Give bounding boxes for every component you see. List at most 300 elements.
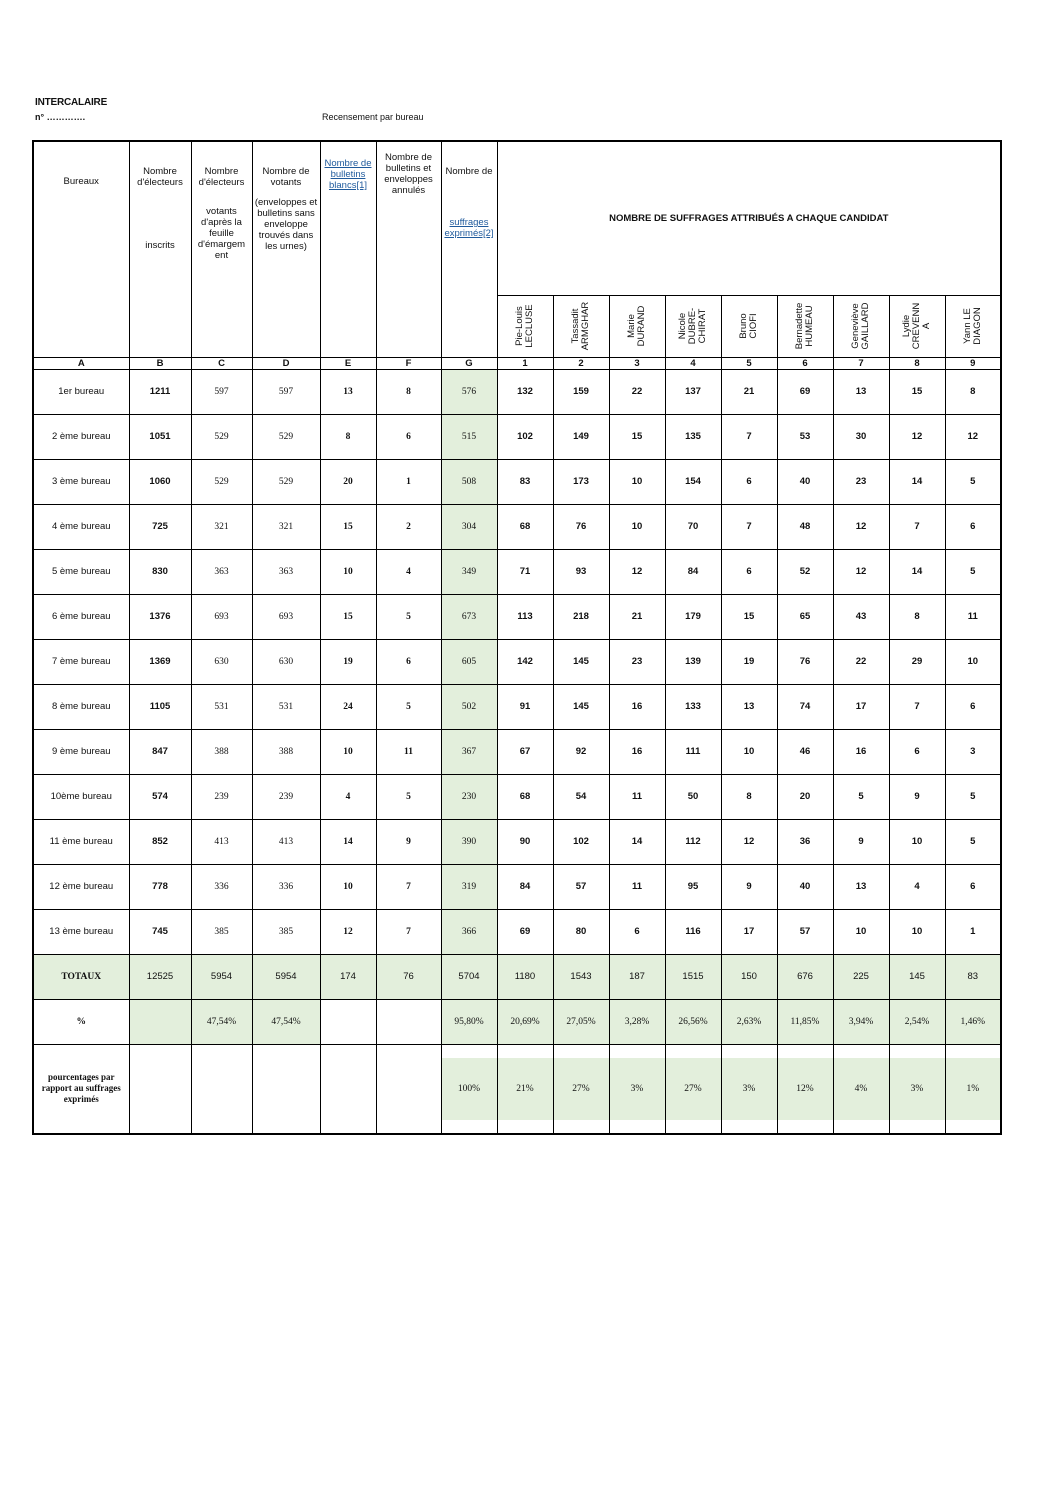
bureau-name: 8 ème bureau	[33, 684, 129, 729]
table-cell: 529	[191, 459, 252, 504]
table-cell: 225	[833, 954, 889, 999]
table-cell: 363	[252, 549, 320, 594]
bureau-name: 4 ème bureau	[33, 504, 129, 549]
table-cell: 6	[889, 729, 945, 774]
table-cell: 321	[191, 504, 252, 549]
table-cell: 145	[889, 954, 945, 999]
table-cell: 14	[609, 819, 665, 864]
table-cell: 22	[833, 639, 889, 684]
table-cell: 6	[945, 504, 1001, 549]
table-cell: 154	[665, 459, 721, 504]
table-cell	[441, 1044, 497, 1134]
table-cell: 7	[376, 864, 441, 909]
table-cell: 9	[833, 819, 889, 864]
table-cell: 5	[945, 549, 1001, 594]
table-cell: 1376	[129, 594, 191, 639]
table-row	[33, 684, 1001, 729]
table-cell: 1180	[497, 954, 553, 999]
table-cell	[376, 999, 441, 1044]
table-cell: 16	[833, 729, 889, 774]
table-cell: 574	[129, 774, 191, 819]
table-cell: 321	[252, 504, 320, 549]
table-cell-value: 3%	[890, 1058, 945, 1120]
table-cell: 673	[441, 594, 497, 639]
candidate-header-9	[945, 295, 1001, 357]
table-cell: 363	[191, 549, 252, 594]
col-header-votants-emargement: Nombre d'électeurs votants d'après la feuille d'émargem ent	[191, 141, 252, 357]
table-cell: 113	[497, 594, 553, 639]
candidate-name: DUBRE-	[687, 307, 698, 345]
table-cell: 4	[320, 774, 376, 819]
table-cell: 5	[833, 774, 889, 819]
table-cell: 693	[252, 594, 320, 639]
table-cell: 531	[191, 684, 252, 729]
table-cell	[553, 1044, 609, 1134]
column-letter: B	[129, 357, 191, 369]
table-cell: 57	[777, 909, 833, 954]
table-cell: 1,46%	[945, 999, 1001, 1044]
column-letter: E	[320, 357, 376, 369]
table-cell: 3,28%	[609, 999, 665, 1044]
table-cell: 84	[497, 864, 553, 909]
table-row	[33, 864, 1001, 909]
table-cell: 53	[777, 414, 833, 459]
table-cell	[376, 1044, 441, 1134]
table-cell: 515	[441, 414, 497, 459]
table-cell: 16	[609, 729, 665, 774]
column-letter: 4	[665, 357, 721, 369]
table-row	[33, 729, 1001, 774]
table-cell: 8	[721, 774, 777, 819]
table-cell: 2,54%	[889, 999, 945, 1044]
table-cell: 239	[191, 774, 252, 819]
table-cell: 17	[721, 909, 777, 954]
table-cell: 46	[777, 729, 833, 774]
table-cell: 6	[376, 414, 441, 459]
table-cell: 10	[320, 549, 376, 594]
table-cell: 179	[665, 594, 721, 639]
table-cell: 48	[777, 504, 833, 549]
table-cell	[191, 1044, 252, 1134]
table-cell	[889, 1044, 945, 1134]
table-cell: 29	[889, 639, 945, 684]
candidate-header-7	[833, 295, 889, 357]
totals-row-label: TOTAUX	[33, 954, 129, 999]
table-cell: 230	[441, 774, 497, 819]
table-cell-value: 1%	[946, 1058, 1001, 1120]
table-cell-value: 21%	[498, 1058, 553, 1120]
candidate-name: CREVENN	[911, 302, 922, 350]
table-cell: 7	[889, 504, 945, 549]
table-cell: 388	[191, 729, 252, 774]
table-cell: 10	[945, 639, 1001, 684]
column-letter: 6	[777, 357, 833, 369]
document-title: INTERCALAIRE	[35, 97, 108, 108]
suffrages-header: NOMBRE DE SUFFRAGES ATTRIBUÉS A CHAQUE CANDIDAT	[497, 141, 1001, 295]
table-cell: 10	[320, 864, 376, 909]
table-cell: 7	[376, 909, 441, 954]
table-cell: 6	[945, 684, 1001, 729]
table-cell: 8	[945, 369, 1001, 414]
candidate-name: Geneviève	[850, 303, 861, 349]
table-cell: 23	[609, 639, 665, 684]
candidate-name: Nicole	[677, 312, 688, 340]
col-header-votants: Nombre de votants (enveloppes et bulletins sans enveloppe trouvés dans les urnes)	[252, 141, 320, 357]
candidate-header-5	[721, 295, 777, 357]
candidate-header-3	[609, 295, 665, 357]
bureau-name: 12 ème bureau	[33, 864, 129, 909]
column-letter: D	[252, 357, 320, 369]
table-cell: 10	[320, 729, 376, 774]
table-cell: 319	[441, 864, 497, 909]
candidate-name: HUMEAU	[804, 305, 815, 347]
pct-exprimes-row-label: pourcentages par rapport au suffrages exprimés	[33, 1044, 129, 1134]
table-cell: 26,56%	[665, 999, 721, 1044]
table-cell: 68	[497, 774, 553, 819]
table-cell: 71	[497, 549, 553, 594]
table-cell: 5	[376, 774, 441, 819]
percent-row	[33, 999, 1001, 1044]
table-cell: 145	[553, 639, 609, 684]
table-cell: 21	[609, 594, 665, 639]
table-cell: 502	[441, 684, 497, 729]
table-cell-value: 3%	[722, 1058, 777, 1120]
candidate-name: Yann LE	[961, 308, 973, 344]
col-header-annules: Nombre de bulletins et enveloppes annulés	[376, 141, 441, 357]
table-cell: 388	[252, 729, 320, 774]
table-cell: 2,63%	[721, 999, 777, 1044]
table-cell: 7	[889, 684, 945, 729]
table-cell: 5954	[191, 954, 252, 999]
candidate-name: LECLUSE	[524, 304, 535, 348]
candidate-header-6	[777, 295, 833, 357]
table-cell: 137	[665, 369, 721, 414]
table-cell: 12	[833, 504, 889, 549]
table-cell: 676	[777, 954, 833, 999]
table-cell: 149	[553, 414, 609, 459]
table-cell: 385	[252, 909, 320, 954]
table-cell	[721, 1044, 777, 1134]
table-cell: 529	[252, 459, 320, 504]
candidate-name: Bruno	[738, 313, 749, 339]
table-cell: 5954	[252, 954, 320, 999]
table-row	[33, 639, 1001, 684]
table-cell: 27,05%	[553, 999, 609, 1044]
table-cell: 349	[441, 549, 497, 594]
table-cell: 76	[777, 639, 833, 684]
table-cell: 112	[665, 819, 721, 864]
table-cell: 74	[777, 684, 833, 729]
table-cell: 5	[376, 594, 441, 639]
table-cell: 14	[889, 459, 945, 504]
column-letter: 1	[497, 357, 553, 369]
table-cell: 20,69%	[497, 999, 553, 1044]
table-cell: 336	[191, 864, 252, 909]
recensement-label: Recensement par bureau	[322, 112, 424, 122]
table-cell: 20	[320, 459, 376, 504]
table-cell: 239	[252, 774, 320, 819]
table-cell: 531	[252, 684, 320, 729]
table-cell: 745	[129, 909, 191, 954]
table-cell: 508	[441, 459, 497, 504]
candidate-header-2	[553, 295, 609, 357]
bureau-name: 11 ème bureau	[33, 819, 129, 864]
table-cell: 830	[129, 549, 191, 594]
table-cell: 413	[252, 819, 320, 864]
table-cell: 576	[441, 369, 497, 414]
table-cell: 218	[553, 594, 609, 639]
table-cell: 174	[320, 954, 376, 999]
table-cell: 21	[721, 369, 777, 414]
table-cell: 413	[191, 819, 252, 864]
table-cell: 693	[191, 594, 252, 639]
table-cell-value: 27%	[666, 1058, 721, 1120]
table-cell: 133	[665, 684, 721, 729]
table-cell: 6	[945, 864, 1001, 909]
candidate-name: Tassadit	[570, 308, 581, 344]
table-cell	[777, 1044, 833, 1134]
table-row	[33, 459, 1001, 504]
table-cell: 12	[945, 414, 1001, 459]
candidate-header-8	[889, 295, 945, 357]
table-cell: 366	[441, 909, 497, 954]
table-cell: 9	[889, 774, 945, 819]
column-letter: 3	[609, 357, 665, 369]
exprimes-footnote-link[interactable]: suffrages exprimés[2]	[444, 217, 494, 239]
table-cell	[320, 999, 376, 1044]
table-cell: 187	[609, 954, 665, 999]
table-cell: 1543	[553, 954, 609, 999]
table-cell-value: 12%	[778, 1058, 833, 1120]
table-cell: 9	[376, 819, 441, 864]
column-letter: 2	[553, 357, 609, 369]
table-cell: 173	[553, 459, 609, 504]
table-cell: 69	[497, 909, 553, 954]
table-cell: 68	[497, 504, 553, 549]
table-cell: 132	[497, 369, 553, 414]
column-letter: 8	[889, 357, 945, 369]
results-table	[32, 140, 1002, 1135]
table-cell: 14	[320, 819, 376, 864]
totals-row	[33, 954, 1001, 999]
bureau-name: 7 ème bureau	[33, 639, 129, 684]
table-cell: 93	[553, 549, 609, 594]
table-cell: 67	[497, 729, 553, 774]
table-cell: 10	[609, 504, 665, 549]
table-cell: 76	[553, 504, 609, 549]
table-cell: 145	[553, 684, 609, 729]
table-cell: 5704	[441, 954, 497, 999]
table-cell: 12	[320, 909, 376, 954]
table-cell: 852	[129, 819, 191, 864]
table-cell	[252, 1044, 320, 1134]
table-cell: 17	[833, 684, 889, 729]
table-cell: 6	[721, 549, 777, 594]
table-cell	[945, 1044, 1001, 1134]
table-cell-value: 3%	[610, 1058, 665, 1120]
table-cell: 4	[889, 864, 945, 909]
table-cell: 5	[945, 819, 1001, 864]
bureau-name: 9 ème bureau	[33, 729, 129, 774]
table-cell: 10	[609, 459, 665, 504]
table-cell: 19	[721, 639, 777, 684]
column-letter: F	[376, 357, 441, 369]
column-letter: G	[441, 357, 497, 369]
table-cell	[129, 999, 191, 1044]
table-cell: 367	[441, 729, 497, 774]
table-row	[33, 819, 1001, 864]
table-cell: 11	[945, 594, 1001, 639]
table-cell: 13	[721, 684, 777, 729]
table-cell: 10	[889, 819, 945, 864]
table-cell	[320, 1044, 376, 1134]
table-cell: 5	[945, 459, 1001, 504]
table-cell: 90	[497, 819, 553, 864]
table-cell: 605	[441, 639, 497, 684]
table-cell: 7	[721, 414, 777, 459]
blancs-footnote-link[interactable]: Nombre de bulletins blancs[1]	[324, 158, 372, 191]
table-cell: 52	[777, 549, 833, 594]
col-header-blancs	[320, 141, 376, 357]
table-cell: 8	[320, 414, 376, 459]
candidate-name: DURAND	[636, 305, 647, 347]
table-cell-value: 100%	[442, 1058, 497, 1120]
table-cell: 24	[320, 684, 376, 729]
bureau-name: 6 ème bureau	[33, 594, 129, 639]
table-row	[33, 369, 1001, 414]
table-cell: 102	[553, 819, 609, 864]
table-row	[33, 414, 1001, 459]
table-cell: 4	[376, 549, 441, 594]
bureau-name: 10ème bureau	[33, 774, 129, 819]
bureau-name: 3 ème bureau	[33, 459, 129, 504]
table-cell: 30	[833, 414, 889, 459]
table-cell: 12	[889, 414, 945, 459]
pct-exprimes-row	[33, 1044, 1001, 1134]
table-row	[33, 549, 1001, 594]
table-cell: 70	[665, 504, 721, 549]
table-cell: 116	[665, 909, 721, 954]
table-cell: 102	[497, 414, 553, 459]
table-cell: 22	[609, 369, 665, 414]
percent-row-label: %	[33, 999, 129, 1044]
table-cell: 15	[320, 504, 376, 549]
table-cell: 12	[833, 549, 889, 594]
intercalaire-number: n° ………….	[35, 112, 86, 122]
table-cell: 150	[721, 954, 777, 999]
candidate-name: Lydie	[901, 314, 912, 338]
col-header-bureaux: Bureaux	[33, 141, 129, 357]
column-letter: C	[191, 357, 252, 369]
table-cell	[665, 1044, 721, 1134]
table-cell: 5	[376, 684, 441, 729]
table-cell: 159	[553, 369, 609, 414]
table-cell: 6	[609, 909, 665, 954]
table-cell: 1	[945, 909, 1001, 954]
table-cell: 139	[665, 639, 721, 684]
candidate-name: DIAGON	[971, 307, 983, 345]
table-cell: 65	[777, 594, 833, 639]
table-cell: 13	[833, 369, 889, 414]
table-row	[33, 594, 1001, 639]
table-cell: 336	[252, 864, 320, 909]
table-cell: 54	[553, 774, 609, 819]
table-cell: 529	[252, 414, 320, 459]
table-cell: 847	[129, 729, 191, 774]
table-cell: 390	[441, 819, 497, 864]
table-cell: 14	[889, 549, 945, 594]
table-cell: 91	[497, 684, 553, 729]
candidate-name: Marie	[626, 314, 637, 338]
table-cell: 95,80%	[441, 999, 497, 1044]
table-cell	[497, 1044, 553, 1134]
table-cell	[833, 1044, 889, 1134]
table-cell: 3,94%	[833, 999, 889, 1044]
table-cell: 111	[665, 729, 721, 774]
table-cell: 2	[376, 504, 441, 549]
table-cell: 12	[721, 819, 777, 864]
table-cell: 1515	[665, 954, 721, 999]
table-cell: 9	[721, 864, 777, 909]
table-cell: 57	[553, 864, 609, 909]
table-cell: 40	[777, 864, 833, 909]
table-cell: 1	[376, 459, 441, 504]
table-cell: 135	[665, 414, 721, 459]
table-cell: 1369	[129, 639, 191, 684]
table-cell: 5	[945, 774, 1001, 819]
table-cell: 13	[320, 369, 376, 414]
table-cell: 15	[609, 414, 665, 459]
table-cell: 8	[889, 594, 945, 639]
table-cell: 80	[553, 909, 609, 954]
candidate-name: CHIRAT	[697, 308, 708, 344]
table-cell: 16	[609, 684, 665, 729]
candidate-name: ARMGHAR	[580, 301, 591, 351]
table-cell: 40	[777, 459, 833, 504]
table-cell: 11,85%	[777, 999, 833, 1044]
table-cell: 597	[252, 369, 320, 414]
table-cell: 1051	[129, 414, 191, 459]
table-cell: 3	[945, 729, 1001, 774]
table-cell: 76	[376, 954, 441, 999]
table-cell: 597	[191, 369, 252, 414]
table-cell: 84	[665, 549, 721, 594]
table-cell: 15	[721, 594, 777, 639]
table-cell: 142	[497, 639, 553, 684]
table-cell: 304	[441, 504, 497, 549]
bureau-name: 5 ème bureau	[33, 549, 129, 594]
table-cell: 83	[945, 954, 1001, 999]
table-cell	[609, 1044, 665, 1134]
column-letter: 9	[945, 357, 1001, 369]
table-cell: 10	[889, 909, 945, 954]
table-cell: 385	[191, 909, 252, 954]
column-letter: 5	[721, 357, 777, 369]
table-cell: 95	[665, 864, 721, 909]
table-cell: 11	[609, 774, 665, 819]
table-row	[33, 909, 1001, 954]
table-cell: 23	[833, 459, 889, 504]
table-cell: 43	[833, 594, 889, 639]
table-cell: 15	[889, 369, 945, 414]
table-cell: 50	[665, 774, 721, 819]
table-cell: 19	[320, 639, 376, 684]
candidate-name: GAILLARD	[860, 302, 871, 350]
table-cell: 47,54%	[252, 999, 320, 1044]
table-cell: 1211	[129, 369, 191, 414]
table-cell-value: 27%	[554, 1058, 609, 1120]
candidate-name: CIOFI	[748, 313, 759, 339]
